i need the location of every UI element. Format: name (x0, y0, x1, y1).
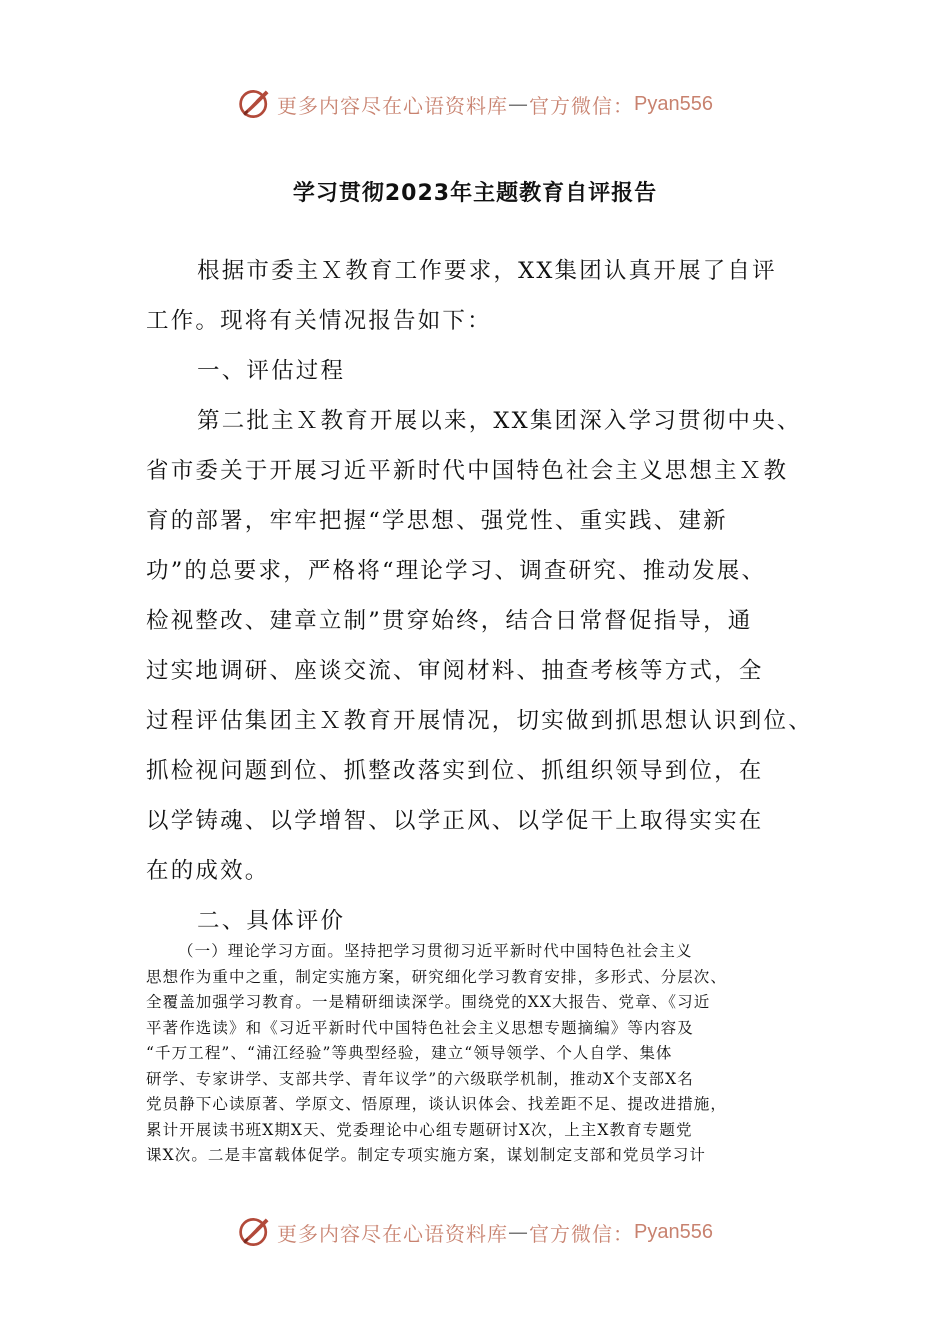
paragraph-line: 省市委关于开展习近平新时代中国特色社会主义思想主Ｘ教 (146, 458, 789, 484)
small-paragraph-line: 思想作为重中之重，制定实施方案，研究细化学习教育安排，多形式、分层次、 (146, 967, 728, 986)
section-heading: 二、具体评价 (197, 908, 346, 934)
document-title: 学习贯彻2023年主题教育自评报告 (292, 181, 658, 206)
paragraph-line: 抓检视问题到位、抓整改落实到位、抓组织领导到位，在 (146, 758, 764, 784)
watermark-text: 更多内容尽在心语资料库 (277, 1221, 509, 1246)
small-paragraph-line: 平著作选读》和《习近平新时代中国特色社会主义思想专题摘编》等内容及 (146, 1018, 694, 1037)
brush-logo-icon (237, 86, 273, 122)
watermark-contact-label: 官方微信： (529, 1221, 635, 1246)
paragraph-line: 检视整改、建章立制”贯穿始终，结合日常督促指导，通 (146, 608, 753, 634)
paragraph-line: 在的成效。 (146, 858, 270, 884)
paragraph-line: 育的部署，牢牢把握“学思想、强党性、重实践、建新 (146, 508, 728, 534)
section-heading: 一、评估过程 (197, 358, 346, 384)
brush-logo-icon (237, 1214, 273, 1250)
small-paragraph-line: 研学、专家讲学、支部共学、青年议学”的六级联学机制，推动X个支部X名 (146, 1069, 694, 1088)
document-small-body (146, 939, 806, 1169)
small-paragraph-line: 课X次。二是丰富载体促学。制定专项实施方案，谋划制定支部和党员学习计 (146, 1146, 706, 1164)
paragraph-line: 过实地调研、座谈交流、审阅材料、抽查考核等方式，全 (146, 658, 764, 684)
watermark-contact-id: Pyan556 (634, 1220, 713, 1243)
small-paragraph-line: 累计开展读书班X期X天、党委理论中心组专题研讨X次，上主X教育专题党 (146, 1120, 693, 1139)
paragraph-line: 功”的总要求，严格将“理论学习、调查研究、推动发展、 (146, 558, 767, 584)
document-body (146, 246, 836, 946)
paragraph-line: 以学铸魂、以学增智、以学正风、以学促干上取得实实在 (146, 808, 764, 834)
watermark-contact-id: Pyan556 (634, 92, 713, 115)
small-paragraph-line: 全覆盖加强学习教育。一是精研细读深学。围绕党的XX大报告、党章、《习近 (146, 993, 711, 1011)
paragraph-line: 工作。现将有关情况报告如下： (146, 308, 492, 334)
small-paragraph-line: （一）理论学习方面。坚持把学习贯彻习近平新时代中国特色社会主义 (178, 942, 693, 960)
watermark-contact-label: 官方微信： (529, 93, 635, 118)
small-paragraph-line: “千万工程”、“浦江经验”等典型经验，建立“领导领学、个人自学、集体 (146, 1044, 673, 1062)
paragraph-line: 过程评估集团主Ｘ教育开展情况，切实做到抓思想认识到位、 (146, 708, 813, 734)
paragraph-line: 第二批主Ｘ教育开展以来，XX集团深入学习贯彻中央、 (197, 408, 802, 434)
watermark-separator: — (508, 1220, 530, 1244)
watermark-banner-bottom (0, 1210, 950, 1254)
watermark-separator: — (508, 92, 530, 116)
watermark-text: 更多内容尽在心语资料库 (277, 93, 509, 118)
small-paragraph-line: 党员静下心读原著、学原文、悟原理，谈认识体会、找差距不足、提改进措施， (146, 1095, 728, 1113)
paragraph-line: 根据市委主Ｘ教育工作要求，XX集团认真开展了自评 (197, 258, 777, 284)
watermark-banner-top (0, 82, 950, 126)
